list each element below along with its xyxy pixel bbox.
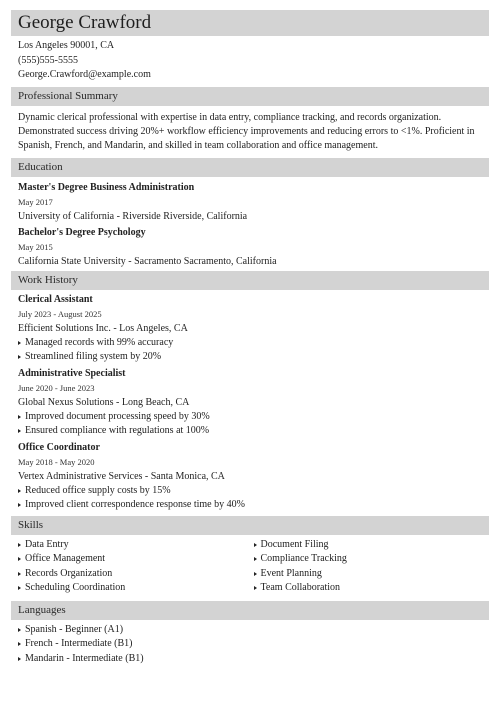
bullet-triangle-icon [18, 657, 21, 661]
language-item: Spanish - Beginner (A1) [18, 623, 489, 638]
job-entry [18, 367, 489, 439]
bullet-triangle-icon [18, 415, 21, 419]
bullet-triangle-icon [18, 628, 21, 632]
education-entry [18, 181, 489, 224]
job-title: Clerical Assistant [18, 293, 93, 305]
skill-item: Document Filing [254, 538, 490, 553]
school-name: University of California - Riverside Riverside, California [18, 210, 248, 222]
job-company: Global Nexus Solutions - Long Beach, CA [18, 396, 190, 408]
skills-heading: Skills [18, 519, 44, 531]
bullet-triangle-icon [18, 586, 21, 590]
education-list [11, 181, 489, 269]
bullet-item: Managed records with 99% accuracy [18, 336, 489, 351]
skill-item: Office Management [18, 552, 254, 567]
job-dates: May 2018 - May 2020 [18, 456, 95, 467]
bullet-triangle-icon [254, 586, 257, 590]
bullet-triangle-icon [18, 489, 21, 493]
summary-heading-bar [11, 87, 489, 106]
skills-right-column [254, 538, 490, 596]
bullet-item: Improved client correspondence response time by 40% [18, 498, 489, 513]
bullet-triangle-icon [254, 572, 257, 576]
degree-date: May 2015 [18, 241, 53, 252]
job-bullets [18, 336, 489, 365]
bullet-triangle-icon [18, 503, 21, 507]
skill-item: Scheduling Coordination [18, 581, 254, 596]
languages-list [11, 623, 489, 667]
education-entry [18, 226, 489, 269]
language-item: Mandarin - Intermediate (B1) [18, 652, 489, 667]
bullet-triangle-icon [254, 557, 257, 561]
bullet-item: Streamlined filing system by 20% [18, 350, 489, 365]
work-heading-bar [11, 271, 489, 290]
job-title: Office Coordinator [18, 441, 100, 453]
job-dates: July 2023 - August 2025 [18, 308, 102, 319]
contact-phone: (555)555-5555 [18, 54, 78, 66]
job-company: Efficient Solutions Inc. - Los Angeles, CA [18, 322, 188, 334]
bullet-item: Reduced office supply costs by 15% [18, 484, 489, 499]
contact-address: Los Angeles 90001, CA [18, 40, 115, 51]
language-item: French - Intermediate (B1) [18, 637, 489, 652]
languages-heading-bar [11, 601, 489, 620]
job-bullets [18, 410, 489, 439]
skill-item: Team Collaboration [254, 581, 490, 596]
contact-email: George.Crawford@example.com [18, 69, 151, 80]
skill-item: Records Organization [18, 567, 254, 582]
school-name: California State University - Sacramento Sacramento, California [18, 255, 277, 267]
bullet-triangle-icon [18, 341, 21, 345]
bullet-triangle-icon [18, 572, 21, 576]
contact-info [11, 39, 489, 83]
languages-heading: Languages [18, 604, 66, 616]
bullet-item: Ensured compliance with regulations at 100% [18, 424, 489, 439]
summary-heading: Professional Summary [18, 90, 118, 102]
degree-title: Master's Degree Business Administration [18, 181, 195, 193]
name-header [11, 10, 489, 36]
language-bullets [18, 623, 489, 667]
bullet-triangle-icon [18, 429, 21, 433]
job-dates: June 2020 - June 2023 [18, 382, 95, 393]
bullet-item: Improved document processing speed by 30% [18, 410, 489, 425]
job-entry [18, 441, 489, 513]
skills-heading-bar [11, 516, 489, 535]
degree-date: May 2017 [18, 196, 53, 207]
degree-title: Bachelor's Degree Psychology [18, 226, 146, 238]
bullet-triangle-icon [18, 642, 21, 646]
work-heading: Work History [18, 274, 78, 286]
education-heading: Education [18, 161, 63, 173]
skills-list [11, 538, 489, 596]
candidate-name: George Crawford [18, 12, 152, 33]
summary-text: Dynamic clerical professional with expertise in data entry, compliance tracking, and records organization. Demonstrated success driving 20%+ workflow efficiency improvements and reducing errors to <1%. Proficient in Spanish, French, and Mandarin, and skilled in team collaboration and office management. [18, 111, 475, 151]
work-list [11, 293, 489, 513]
skill-item: Event Planning [254, 567, 490, 582]
job-title: Administrative Specialist [18, 367, 126, 379]
bullet-triangle-icon [18, 557, 21, 561]
job-company: Vertex Administrative Services - Santa Monica, CA [18, 470, 225, 482]
job-entry [18, 293, 489, 365]
job-bullets [18, 484, 489, 513]
skills-left-column [18, 538, 254, 596]
skill-item: Compliance Tracking [254, 552, 490, 567]
bullet-triangle-icon [18, 355, 21, 359]
bullet-triangle-icon [254, 543, 257, 547]
education-heading-bar [11, 158, 489, 177]
skill-item: Data Entry [18, 538, 254, 553]
bullet-triangle-icon [18, 543, 21, 547]
